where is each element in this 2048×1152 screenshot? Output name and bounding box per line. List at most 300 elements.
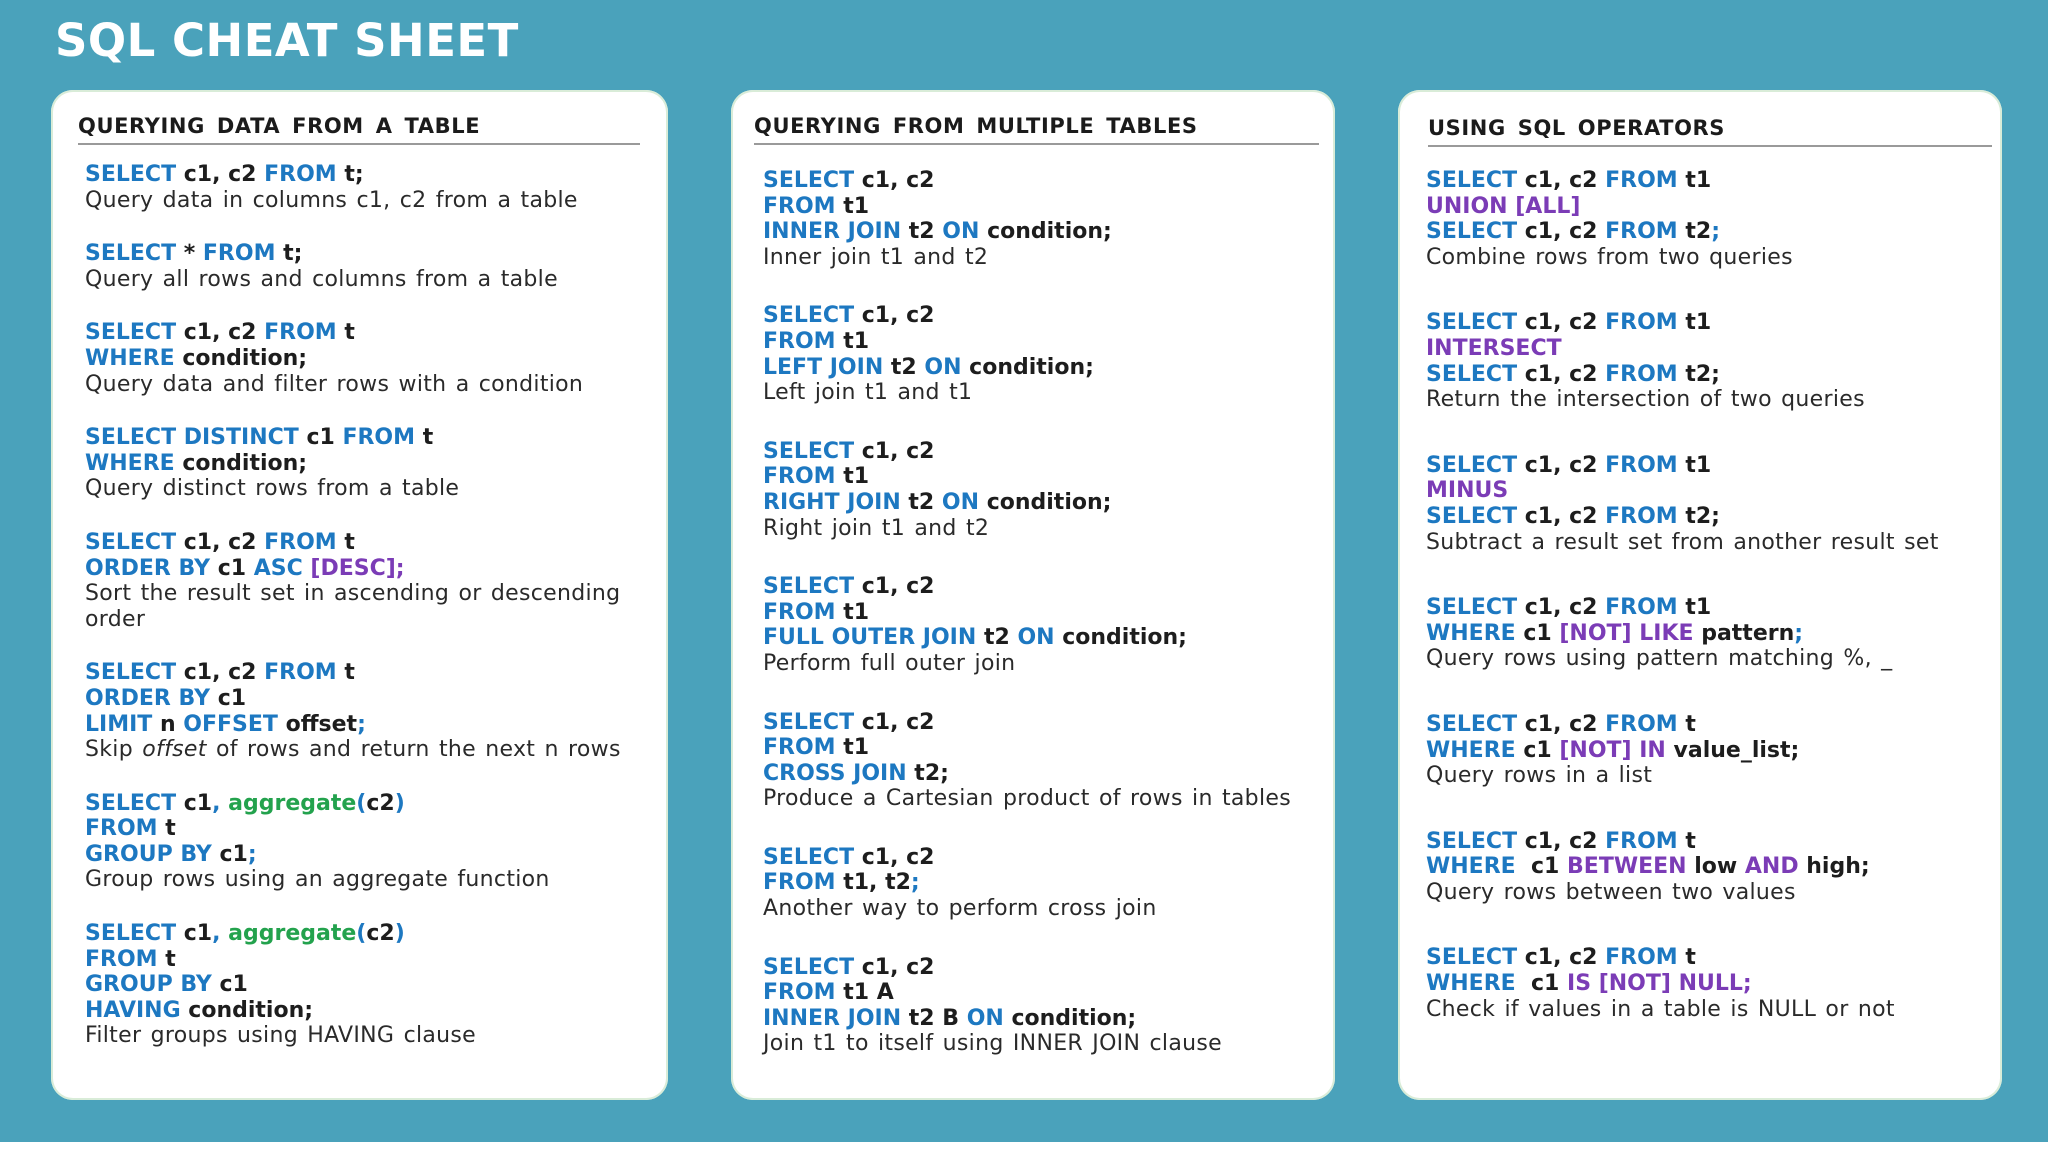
sql-function: aggregate bbox=[228, 921, 357, 947]
sql-text: c1, c2 bbox=[1517, 168, 1606, 193]
code-line bbox=[85, 530, 648, 556]
sql-function: aggregate bbox=[228, 790, 357, 816]
code-line bbox=[763, 845, 1315, 871]
sql-keyword: FROM bbox=[763, 980, 836, 1006]
sql-text: high; bbox=[1798, 854, 1870, 880]
sql-text: Query distinct rows from a table bbox=[85, 476, 460, 502]
sql-text: t bbox=[415, 425, 434, 451]
sql-text: condition; bbox=[174, 450, 308, 476]
code-line bbox=[763, 303, 1315, 329]
sql-keyword: SELECT bbox=[1426, 310, 1518, 336]
sql-keyword: SELECT bbox=[85, 921, 177, 947]
sql-text: Another way to perform cross join bbox=[763, 896, 1157, 922]
code-line bbox=[763, 194, 1315, 220]
sql-keyword: FROM bbox=[264, 162, 337, 187]
sql-text: Right join t1 and t2 bbox=[763, 515, 990, 541]
code-line bbox=[763, 600, 1315, 626]
code-line bbox=[1426, 971, 1982, 997]
sql-text: c1 bbox=[1515, 737, 1560, 763]
code-line bbox=[763, 710, 1315, 736]
sql-keyword: FROM bbox=[1605, 168, 1678, 193]
sql-text: t2 bbox=[976, 625, 1018, 651]
cheat-sheet-entry bbox=[85, 660, 648, 762]
sql-text: c1, c2 bbox=[854, 438, 935, 464]
sql-keyword: SELECT bbox=[1426, 711, 1518, 737]
entry-description bbox=[85, 607, 648, 633]
sql-text: Return the intersection of two queries bbox=[1426, 387, 1865, 413]
sql-text: t2; bbox=[1677, 361, 1720, 387]
entry-list bbox=[85, 162, 648, 1077]
sql-keyword: INNER JOIN bbox=[763, 1005, 902, 1031]
sql-keyword: FROM bbox=[763, 599, 836, 625]
sql-keyword: ; bbox=[357, 711, 366, 737]
code-line bbox=[85, 346, 648, 372]
sql-text: c1, c2 bbox=[1517, 452, 1606, 478]
sql-keyword: ) bbox=[394, 921, 405, 947]
sql-text: Skip bbox=[85, 737, 143, 763]
sql-text: Join t1 to itself using INNER JOIN clause bbox=[763, 1031, 1222, 1057]
sql-text: t bbox=[1677, 945, 1696, 971]
sql-keyword: FROM bbox=[763, 193, 836, 219]
code-line bbox=[1426, 945, 1982, 971]
sql-keyword: SELECT bbox=[85, 660, 177, 686]
sql-keyword: WHERE bbox=[1426, 971, 1516, 997]
section-card-querying-multiple-tables bbox=[731, 90, 1335, 1100]
code-line bbox=[1426, 738, 1982, 764]
sql-keyword: HAVING bbox=[85, 997, 181, 1023]
sql-text: Query data in columns c1, c2 from a table bbox=[85, 187, 578, 213]
sql-text: t1, t2 bbox=[835, 870, 911, 896]
sql-text: t2 bbox=[900, 489, 942, 515]
entry-description bbox=[1426, 646, 1982, 672]
sql-text: t bbox=[336, 320, 355, 346]
sql-text: pattern bbox=[1693, 620, 1795, 646]
sql-keyword: FROM bbox=[264, 660, 337, 686]
cheat-sheet-entry bbox=[1426, 829, 1982, 906]
sql-keyword: SELECT DISTINCT bbox=[85, 425, 299, 451]
cheat-sheet-entry bbox=[1426, 945, 1982, 1022]
sql-text: c1 bbox=[210, 685, 247, 711]
sql-text: c1, c2 bbox=[1517, 945, 1606, 971]
sql-text: t1 bbox=[835, 193, 870, 219]
sql-text: c1 bbox=[210, 555, 254, 581]
sql-text: t2; bbox=[1677, 503, 1720, 529]
code-line bbox=[85, 842, 648, 868]
sql-keyword: FROM bbox=[202, 241, 276, 267]
sql-text: t1 bbox=[835, 464, 870, 490]
sql-text: Filter groups using HAVING clause bbox=[85, 1023, 476, 1049]
sql-keyword: SELECT bbox=[85, 320, 177, 346]
code-line bbox=[763, 464, 1315, 490]
sql-text: condition; bbox=[979, 219, 1112, 245]
entry-description bbox=[1426, 763, 1982, 789]
sql-keyword: SELECT bbox=[1426, 219, 1518, 245]
sql-keyword: SELECT bbox=[1426, 503, 1518, 529]
code-line bbox=[1426, 194, 1982, 220]
sql-text: t2 bbox=[1677, 219, 1712, 245]
sql-operator: IS [NOT] NULL; bbox=[1567, 971, 1752, 997]
sql-keyword: ORDER BY bbox=[85, 685, 211, 711]
cheat-sheet-entry bbox=[1426, 168, 1982, 270]
sql-text: t2 B bbox=[901, 1005, 967, 1031]
sql-keyword: FROM bbox=[1605, 945, 1678, 971]
code-line bbox=[85, 947, 648, 973]
sql-keyword: , bbox=[212, 790, 229, 816]
sql-keyword: FROM bbox=[763, 870, 836, 896]
cheat-sheet-entry bbox=[85, 241, 648, 292]
code-line bbox=[85, 791, 648, 817]
sql-keyword: FROM bbox=[85, 946, 158, 972]
sql-text: value_list; bbox=[1665, 737, 1800, 763]
sql-text: Perform full outer join bbox=[763, 650, 1016, 676]
cheat-sheet-entry bbox=[763, 168, 1315, 270]
sql-keyword: SELECT bbox=[1426, 828, 1518, 854]
code-line bbox=[1426, 310, 1982, 336]
sql-text: t1 A bbox=[835, 980, 894, 1006]
sql-text: c1 bbox=[211, 841, 248, 867]
sql-text: t1 bbox=[1677, 452, 1712, 478]
sql-text: t bbox=[336, 660, 355, 686]
sql-text: t2 bbox=[901, 219, 943, 245]
sql-keyword: WHERE bbox=[1426, 737, 1516, 763]
sql-keyword: FROM bbox=[763, 464, 836, 490]
sql-text: c1 bbox=[1515, 971, 1568, 997]
sql-text: c1, c2 bbox=[176, 162, 265, 187]
sql-text: c1 bbox=[176, 921, 213, 947]
sql-operator: [NOT] IN bbox=[1559, 737, 1666, 763]
emphasis-text: offset bbox=[142, 737, 207, 763]
code-line bbox=[85, 816, 648, 842]
sql-text: condition; bbox=[174, 345, 308, 371]
sql-keyword: SELECT bbox=[763, 168, 855, 193]
code-line bbox=[763, 574, 1315, 600]
sql-keyword: WHERE bbox=[1426, 620, 1516, 646]
code-line bbox=[85, 686, 648, 712]
cheat-sheet-entry bbox=[85, 791, 648, 893]
sql-text: Query rows between two values bbox=[1426, 879, 1796, 905]
entry-description bbox=[763, 651, 1315, 677]
sql-operator: INTERSECT bbox=[1426, 335, 1562, 361]
code-line bbox=[85, 712, 648, 738]
sql-text: t2; bbox=[906, 760, 949, 786]
section-card-querying-single-table bbox=[51, 90, 668, 1100]
sql-keyword: SELECT bbox=[1426, 945, 1518, 971]
sql-text: t bbox=[157, 946, 176, 972]
entry-description bbox=[85, 267, 648, 293]
code-line bbox=[1426, 595, 1982, 621]
sql-keyword: ASC bbox=[253, 555, 303, 581]
sql-keyword: FROM bbox=[1605, 310, 1678, 336]
code-line bbox=[763, 219, 1315, 245]
sql-operator: BETWEEN bbox=[1567, 854, 1687, 880]
sql-text: c1 bbox=[1515, 620, 1560, 646]
sql-text: condition; bbox=[961, 354, 1094, 380]
sql-keyword: ON bbox=[966, 1005, 1004, 1031]
code-line bbox=[763, 955, 1315, 981]
sql-text: Left join t1 and t1 bbox=[763, 380, 973, 406]
sql-keyword: ) bbox=[394, 790, 405, 816]
sql-text: t bbox=[1677, 828, 1696, 854]
entry-description bbox=[85, 372, 648, 398]
sql-text: t1 bbox=[835, 735, 870, 761]
sql-keyword: FROM bbox=[342, 425, 416, 451]
code-line bbox=[85, 425, 648, 451]
sql-keyword: INNER JOIN bbox=[763, 219, 902, 245]
sql-text: c1 bbox=[176, 790, 213, 816]
sql-keyword: SELECT bbox=[763, 438, 855, 464]
sql-keyword: , bbox=[212, 921, 229, 947]
section-heading: QUERYING DATA FROM A TABLE bbox=[78, 112, 640, 145]
sql-text: of rows and return the next n rows bbox=[206, 737, 621, 763]
sql-keyword: FROM bbox=[1605, 711, 1678, 737]
entry-description bbox=[1426, 880, 1982, 906]
code-line bbox=[1426, 336, 1982, 362]
sql-keyword: RIGHT JOIN bbox=[763, 489, 901, 515]
sql-keyword: WHERE bbox=[85, 450, 175, 476]
cheat-sheet-entry bbox=[763, 439, 1315, 541]
sql-text: c1 bbox=[1515, 854, 1568, 880]
sql-keyword: FROM bbox=[264, 320, 337, 346]
sql-keyword: FROM bbox=[1605, 452, 1678, 478]
sql-text: Sort the result set in ascending or descending bbox=[85, 581, 621, 607]
sql-operator: MINUS bbox=[1426, 478, 1509, 504]
entry-description bbox=[763, 1031, 1315, 1057]
code-line bbox=[1426, 829, 1982, 855]
sql-text: * bbox=[176, 241, 203, 267]
sql-text: Query rows in a list bbox=[1426, 763, 1653, 789]
code-line bbox=[85, 451, 648, 477]
sql-keyword: SELECT bbox=[85, 529, 177, 555]
sql-keyword: FROM bbox=[1605, 595, 1678, 621]
sql-operator: [DESC]; bbox=[310, 555, 405, 581]
sql-keyword: SELECT bbox=[763, 303, 855, 329]
sql-keyword: SELECT bbox=[763, 844, 855, 870]
code-line bbox=[763, 168, 1315, 194]
code-line bbox=[85, 162, 648, 188]
code-line bbox=[763, 490, 1315, 516]
cheat-sheet-entry bbox=[85, 320, 648, 397]
code-line bbox=[763, 329, 1315, 355]
sql-text: Combine rows from two queries bbox=[1426, 244, 1793, 270]
sql-text: c1, c2 bbox=[854, 303, 935, 329]
sql-text: c1, c2 bbox=[854, 574, 935, 600]
entry-description bbox=[1426, 530, 1982, 556]
entry-description bbox=[1426, 245, 1982, 271]
entry-description bbox=[1426, 387, 1982, 413]
sql-text: t1 bbox=[835, 328, 870, 354]
cheat-sheet-entry bbox=[85, 425, 648, 502]
cheat-sheet-entry bbox=[763, 303, 1315, 405]
cheat-sheet-entry bbox=[763, 574, 1315, 676]
sql-keyword: LEFT JOIN bbox=[763, 354, 884, 380]
cheat-sheet-entry bbox=[763, 710, 1315, 812]
section-heading: QUERYING FROM MULTIPLE TABLES bbox=[754, 112, 1319, 145]
sql-text: t1 bbox=[1677, 595, 1712, 621]
sql-text: c1, c2 bbox=[1517, 828, 1606, 854]
sql-keyword: OFFSET bbox=[183, 711, 278, 737]
sql-keyword: WHERE bbox=[1426, 854, 1516, 880]
sql-text: condition; bbox=[1003, 1005, 1137, 1031]
sql-text: t1 bbox=[835, 599, 870, 625]
code-line bbox=[763, 980, 1315, 1006]
sql-text: t; bbox=[275, 241, 303, 267]
sql-keyword: ON bbox=[924, 354, 962, 380]
sql-keyword: SELECT bbox=[763, 574, 855, 600]
sql-keyword: FROM bbox=[85, 816, 158, 842]
cheat-sheet-entry bbox=[85, 162, 648, 213]
code-line bbox=[763, 439, 1315, 465]
sql-keyword: FROM bbox=[763, 328, 836, 354]
sql-text: Query all rows and columns from a table bbox=[85, 266, 558, 292]
sql-text: n bbox=[152, 711, 184, 737]
sql-text: t bbox=[157, 816, 176, 842]
sql-text: c1, c2 bbox=[176, 529, 265, 555]
sql-text: t bbox=[336, 529, 355, 555]
sql-keyword: SELECT bbox=[85, 241, 177, 267]
sql-keyword: SELECT bbox=[1426, 595, 1518, 621]
sql-text: condition; bbox=[180, 997, 314, 1023]
sql-text: condition; bbox=[979, 489, 1112, 515]
sql-text: Group rows using an aggregate function bbox=[85, 867, 550, 893]
entry-description bbox=[85, 1023, 648, 1049]
code-line bbox=[1426, 478, 1982, 504]
entry-description bbox=[1426, 997, 1982, 1023]
entry-description bbox=[763, 786, 1315, 812]
code-line bbox=[1426, 168, 1982, 194]
sql-text: c1, c2 bbox=[1517, 711, 1606, 737]
code-line bbox=[85, 998, 648, 1024]
code-line bbox=[1426, 712, 1982, 738]
code-line bbox=[85, 921, 648, 947]
sql-text: t1 bbox=[1677, 168, 1712, 193]
sql-text: order bbox=[85, 606, 146, 632]
cheat-sheet-entry bbox=[763, 845, 1315, 922]
sql-text: c1, c2 bbox=[854, 954, 935, 980]
sql-text: c1, c2 bbox=[1517, 219, 1606, 245]
entry-list bbox=[763, 168, 1315, 1090]
sql-keyword: ON bbox=[1017, 625, 1055, 651]
sql-keyword: ON bbox=[942, 219, 980, 245]
sql-text: Query rows using pattern matching %, _ bbox=[1426, 646, 1893, 672]
sql-keyword: FULL OUTER JOIN bbox=[763, 625, 977, 651]
sql-text: t; bbox=[336, 162, 364, 187]
sql-text: low bbox=[1686, 854, 1745, 880]
sql-keyword: SELECT bbox=[1426, 361, 1518, 387]
code-line bbox=[1426, 362, 1982, 388]
code-line bbox=[85, 320, 648, 346]
sql-text: c1, c2 bbox=[1517, 595, 1606, 621]
sql-keyword: ; bbox=[1794, 620, 1804, 646]
sql-text: Check if values in a table is NULL or not bbox=[1426, 996, 1895, 1022]
cheat-sheet-entry bbox=[1426, 712, 1982, 789]
sql-text: c1, c2 bbox=[176, 660, 265, 686]
code-line bbox=[1426, 621, 1982, 647]
code-line bbox=[1426, 854, 1982, 880]
sql-text: Query data and filter rows with a condition bbox=[85, 371, 584, 397]
sql-text: c2 bbox=[366, 790, 395, 816]
code-line bbox=[763, 761, 1315, 787]
sql-text: offset bbox=[277, 711, 358, 737]
sql-keyword: SELECT bbox=[1426, 452, 1518, 478]
sql-text: c1, c2 bbox=[854, 844, 935, 870]
sql-keyword: FROM bbox=[1605, 828, 1678, 854]
sql-operator: AND bbox=[1744, 854, 1799, 880]
sql-text: c1, c2 bbox=[1517, 310, 1606, 336]
sql-text: Produce a Cartesian product of rows in tables bbox=[763, 786, 1291, 812]
sql-keyword: SELECT bbox=[763, 709, 855, 735]
entry-description bbox=[763, 516, 1315, 542]
sql-operator: [NOT] LIKE bbox=[1559, 620, 1694, 646]
sql-text: c1 bbox=[298, 425, 343, 451]
sql-keyword: WHERE bbox=[85, 345, 175, 371]
sql-keyword: FROM bbox=[1605, 219, 1678, 245]
sql-keyword: ; bbox=[1711, 219, 1720, 245]
sql-text: c1, c2 bbox=[176, 320, 265, 346]
code-line bbox=[85, 241, 648, 267]
code-line bbox=[1426, 219, 1982, 245]
sql-text: t2 bbox=[883, 354, 925, 380]
entry-description bbox=[85, 867, 648, 893]
code-line bbox=[1426, 453, 1982, 479]
cheat-sheet-entry bbox=[1426, 310, 1982, 412]
code-line bbox=[85, 556, 648, 582]
code-line bbox=[763, 625, 1315, 651]
sql-keyword: LIMIT bbox=[85, 711, 153, 737]
entry-description bbox=[763, 380, 1315, 406]
sql-keyword: ON bbox=[941, 489, 980, 515]
cheat-sheet-entry bbox=[85, 921, 648, 1049]
sql-keyword: FROM bbox=[763, 735, 836, 761]
section-card-sql-operators bbox=[1398, 90, 2002, 1100]
code-line bbox=[85, 660, 648, 686]
sql-keyword: ORDER BY bbox=[85, 555, 211, 581]
code-line bbox=[763, 355, 1315, 381]
sql-keyword: ; bbox=[910, 870, 920, 896]
sql-text: c1, c2 bbox=[854, 709, 935, 735]
entry-description bbox=[85, 737, 648, 763]
code-line bbox=[763, 735, 1315, 761]
sql-keyword: SELECT bbox=[85, 790, 177, 816]
sql-text: c1, c2 bbox=[1517, 503, 1606, 529]
sql-text: c1 bbox=[211, 972, 248, 998]
entry-description bbox=[85, 188, 648, 214]
cheat-sheet-entry bbox=[85, 530, 648, 632]
sql-keyword: SELECT bbox=[85, 162, 177, 187]
entry-description bbox=[85, 581, 648, 607]
entry-description bbox=[763, 245, 1315, 271]
sql-operator: UNION [ALL] bbox=[1426, 193, 1581, 219]
sql-keyword: FROM bbox=[1605, 503, 1678, 529]
sql-keyword: FROM bbox=[1605, 361, 1678, 387]
sql-keyword: SELECT bbox=[763, 954, 855, 980]
cheat-sheet-entry bbox=[1426, 595, 1982, 672]
code-line bbox=[1426, 504, 1982, 530]
entry-description bbox=[763, 896, 1315, 922]
sql-keyword: GROUP BY bbox=[85, 972, 212, 998]
sql-keyword: ; bbox=[247, 841, 257, 867]
sql-text: c1, c2 bbox=[854, 168, 935, 193]
sql-keyword: GROUP BY bbox=[85, 841, 212, 867]
sql-text: t bbox=[1677, 711, 1696, 737]
sql-text: c1, c2 bbox=[1517, 361, 1606, 387]
cheat-sheet-entry bbox=[763, 955, 1315, 1057]
sql-keyword: ( bbox=[356, 921, 367, 947]
sql-text: t1 bbox=[1677, 310, 1712, 336]
cheat-sheet-entry bbox=[1426, 453, 1982, 555]
sql-text: condition; bbox=[1054, 625, 1187, 651]
sql-keyword: CROSS JOIN bbox=[763, 760, 907, 786]
entry-list bbox=[1426, 168, 1982, 1062]
